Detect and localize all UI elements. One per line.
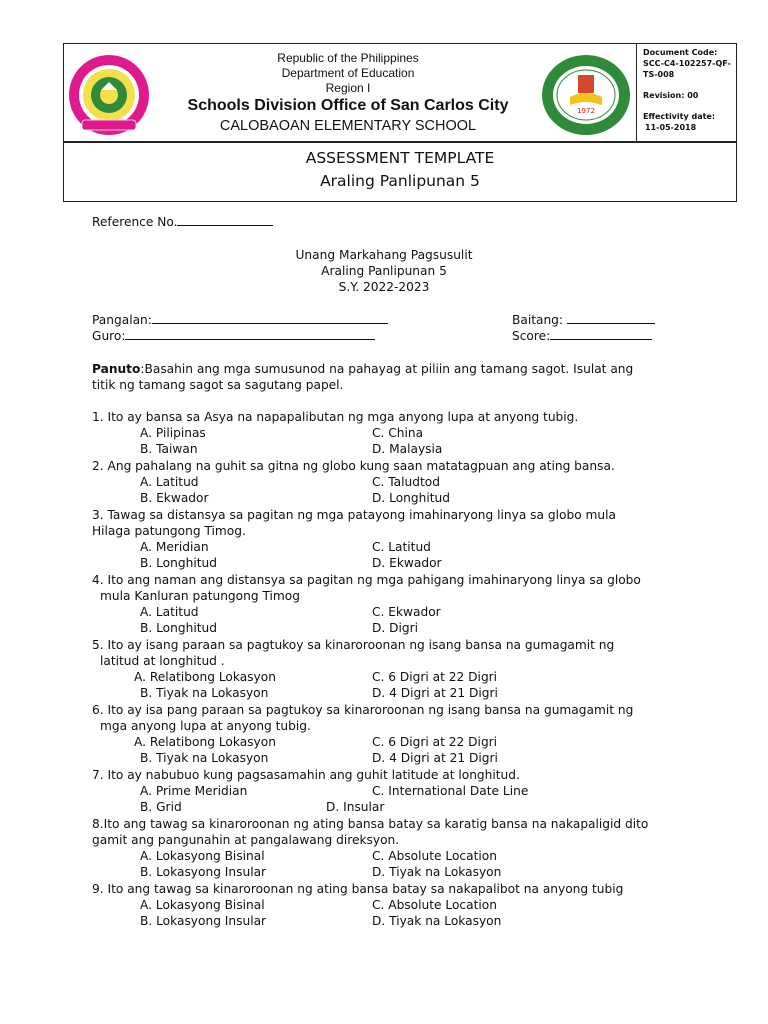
question-8-choice-c: C. Absolute Location [372, 849, 497, 863]
question-6-text: 6. Ito ay isa pang paraan sa pagtukoy sa kinaroroonan ng isang bansa na gumagamit ng [92, 703, 634, 717]
question-8-choice-a: A. Lokasyong Bisinal [140, 849, 265, 863]
template-title: ASSESSMENT TEMPLATE [305, 149, 495, 167]
revision: Revision: 00 [643, 91, 699, 100]
question-1-choice-a: A. Pilipinas [140, 426, 206, 440]
title-box [63, 141, 737, 202]
reference-no [92, 214, 273, 230]
school-line: CALOBAOAN ELEMENTARY SCHOOL [219, 118, 477, 134]
question-2-choice-c: C. Taludtod [372, 475, 440, 489]
question-4-text-cont: mula Kanluran patungong Timog [100, 589, 300, 603]
question-6-choice-b: B. Tiyak na Lokasyon [140, 751, 269, 765]
effectivity-label: Effectivity date: [643, 112, 716, 121]
header-center [158, 51, 538, 136]
republic-line: Republic of the Philippines [277, 51, 419, 65]
question-2-choice-d: D. Longhitud [372, 491, 450, 505]
question-6-text-cont: mga anyong lupa at anyong tubig. [100, 719, 311, 733]
effectivity-value: 11-05-2018 [645, 123, 697, 132]
question-2-choice-b: B. Ekwador [140, 491, 209, 505]
question-5-choice-d: D. 4 Digri at 21 Digri [372, 686, 498, 700]
question-9-choice-a: A. Lokasyong Bisinal [140, 898, 265, 912]
region-line: Region I [325, 81, 371, 95]
question-5-choice-a: A. Relatibong Lokasyon [134, 670, 276, 684]
question-7-choice-b: B. Grid [140, 800, 182, 814]
question-8-choice-d: D. Tiyak na Lokasyon [372, 865, 502, 879]
question-9-choice-b: B. Lokasyong Insular [140, 914, 267, 928]
exam-title: Unang Markahang Pagsusulit [295, 248, 473, 262]
question-7-choice-d: D. Insular [326, 800, 385, 814]
question-7-text: 7. Ito ay nabubuo kung pagsasamahin ang guhit latitude at longhitud. [92, 768, 520, 782]
school-seal-icon [540, 53, 632, 137]
grade-field[interactable] [512, 312, 655, 328]
document-header [63, 43, 737, 143]
school-year: S.Y. 2022-2023 [338, 280, 430, 294]
seal-year: 1972 [577, 107, 595, 115]
question-4-text: 4. Ito ang naman ang distansya sa pagitan ng mga pahigang imahinaryong linya sa globo [92, 573, 641, 587]
question-5-text-cont: latitud at longhitud . [100, 654, 225, 668]
name-field[interactable] [92, 312, 388, 328]
teacher-field[interactable] [92, 328, 375, 344]
question-5-text: 5. Ito ay isang paraan sa pagtukoy sa kinaroroonan ng isang bansa na gumagamit ng [92, 638, 615, 652]
question-1-choice-d: D. Malaysia [372, 442, 443, 456]
question-9-choice-d: D. Tiyak na Lokasyon [372, 914, 502, 928]
question-4-choice-a: A. Latitud [140, 605, 199, 619]
question-9-choice-c: C. Absolute Location [372, 898, 497, 912]
teacher-label: Guro: [92, 329, 126, 343]
question-2-choice-a: A. Latitud [140, 475, 199, 489]
question-8-choice-b: B. Lokasyong Insular [140, 865, 267, 879]
grade-label: Baitang: [512, 313, 564, 327]
question-8-text-cont: gamit ang pangunahin at pangalawang direksyon. [92, 833, 400, 847]
question-7-choice-a: A. Prime Meridian [140, 784, 248, 798]
question-7-choice-c: C. International Date Line [372, 784, 529, 798]
instructions-line-1: Panuto:Basahin ang mga sumusunod na pahayag at piliin ang tamang sagot. Isulat ang [92, 362, 634, 376]
question-6-choice-d: D. 4 Digri at 21 Digri [372, 751, 498, 765]
question-1-text: 1. Ito ay bansa sa Asya na napapalibutan ng mga anyong lupa at anyong tubig. [92, 410, 579, 424]
question-6-choice-a: A. Relatibong Lokasyon [134, 735, 276, 749]
question-9-text: 9. Ito ang tawag sa kinaroroonan ng ating bansa batay sa nakapalibot na anyong tubig [92, 882, 624, 896]
question-1-choice-b: B. Taiwan [140, 442, 198, 456]
department-line: Department of Education [281, 66, 415, 80]
exam-subject: Araling Panlipunan 5 [321, 264, 447, 278]
question-3-choice-c: C. Latitud [372, 540, 431, 554]
division-line: Schools Division Office of San Carlos City [187, 97, 509, 114]
question-3-choice-d: D. Ekwador [372, 556, 442, 570]
score-label: Score: [512, 329, 551, 343]
question-3-choice-b: B. Longhitud [140, 556, 217, 570]
doc-code-value-2: TS-008 [643, 70, 675, 79]
doc-code-label: Document Code: [643, 48, 718, 57]
question-3-text-cont: Hilaga patungong Timog. [92, 524, 246, 538]
question-2-text: 2. Ang pahalang na guhit sa gitna ng globo kung saan matatagpuan ang ating bansa. [92, 459, 615, 473]
question-6-choice-c: C. 6 Digri at 22 Digri [372, 735, 498, 749]
question-5-choice-b: B. Tiyak na Lokasyon [140, 686, 269, 700]
question-3-choice-a: A. Meridian [140, 540, 209, 554]
doc-code-value-1: SCC-C4-102257-QF- [643, 59, 731, 68]
question-1-choice-c: C. China [372, 426, 424, 440]
question-4-choice-c: C. Ekwador [372, 605, 441, 619]
sdo-cluster-logo-icon [68, 54, 150, 136]
instructions-line-2: titik ng tamang sagot sa sagutang papel. [92, 378, 344, 392]
question-4-choice-d: D. Digri [372, 621, 419, 635]
question-3-text: 3. Tawag sa distansya sa pagitan ng mga patayong imahinaryong linya sa globo mula [92, 508, 616, 522]
score-field[interactable] [512, 328, 652, 344]
question-4-choice-b: B. Longhitud [140, 621, 217, 635]
reference-label: Reference No. [92, 215, 178, 229]
question-5-choice-c: C. 6 Digri at 22 Digri [372, 670, 498, 684]
subject-title: Araling Panlipunan 5 [320, 172, 480, 190]
document-code-box [636, 43, 737, 143]
name-label: Pangalan: [92, 313, 152, 327]
question-8-text: 8.Ito ang tawag sa kinaroroonan ng ating bansa batay sa karatig bansa na nakapaligid dito [92, 817, 649, 831]
instructions-label: Panuto [92, 362, 141, 376]
